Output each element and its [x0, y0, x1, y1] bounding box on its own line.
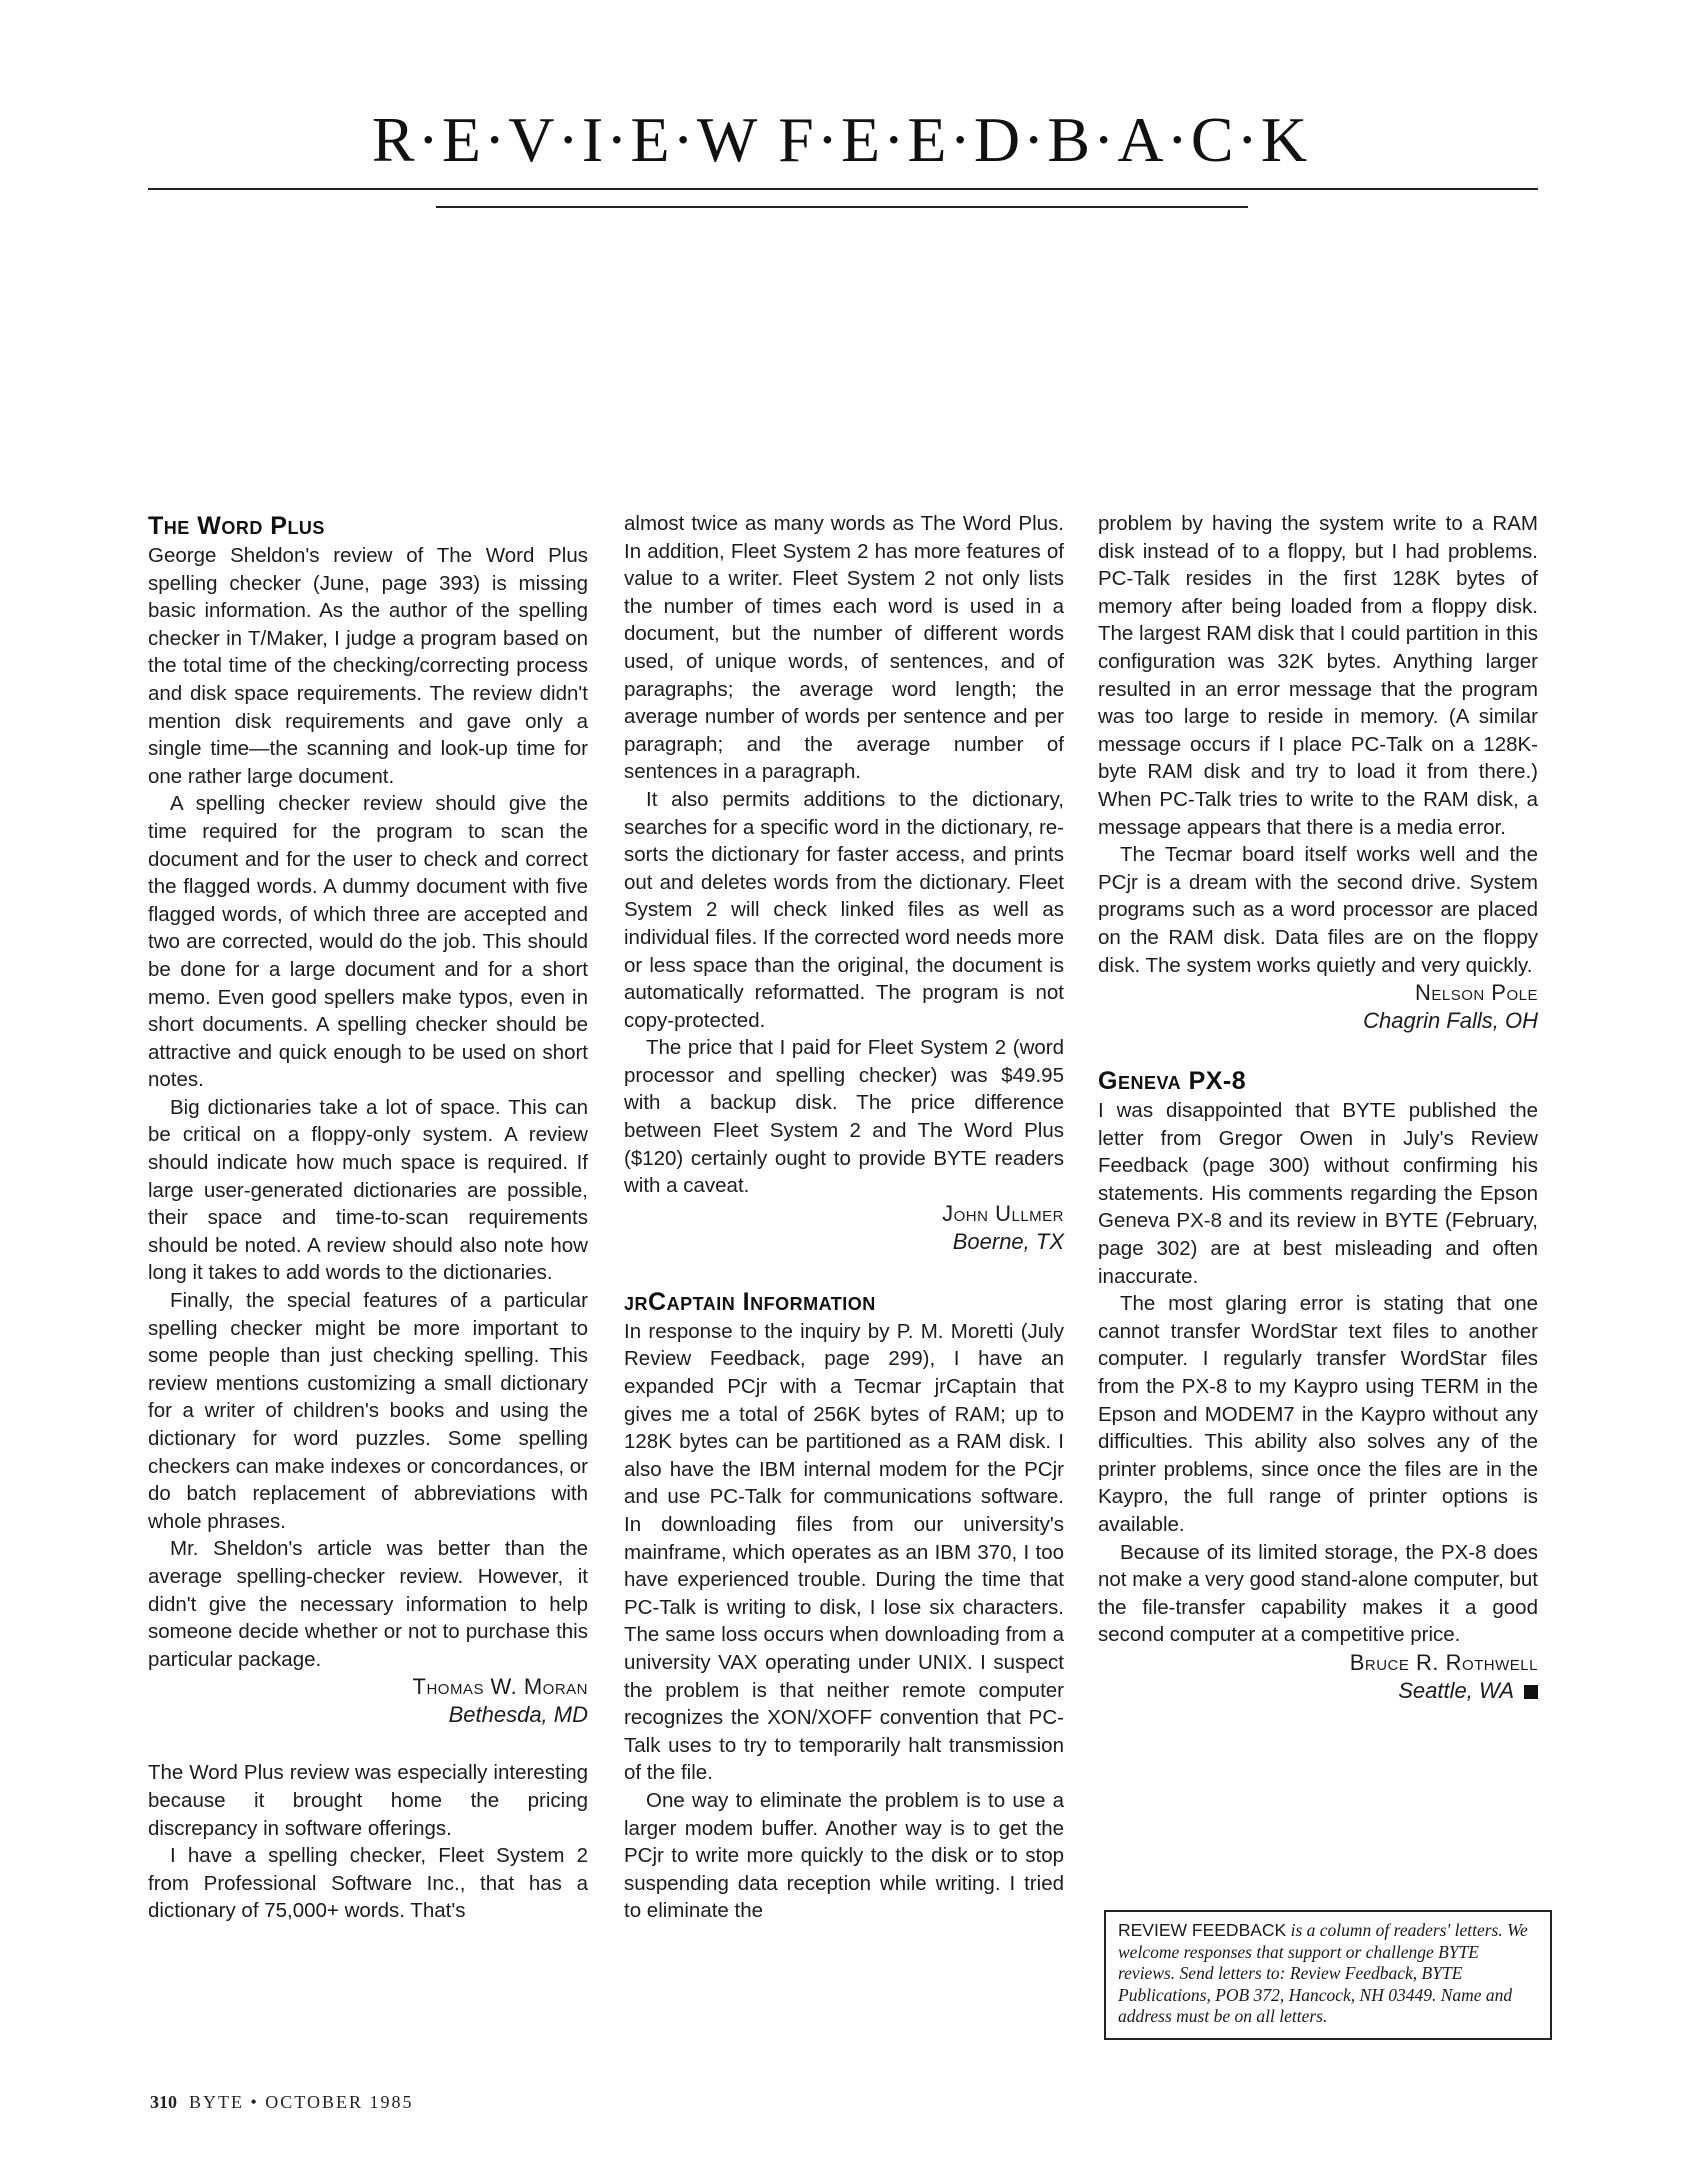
author-location — [1098, 1676, 1538, 1705]
author-name: Nelson Pole — [1414, 980, 1538, 1006]
letter-paragraph: A spelling checker review should give the time required for the program to scan the document and for the user to check and correct the flagged words. A dummy document with five flagged words, of which three are accepted and two are corrected, would do the job. This should be done for a large document and for a short memo. Even good spellers make typos, even in short documents. A spelling checker should be attractive and quick enough to be used on short notes. — [148, 792, 588, 1092]
author-location: Chagrin Falls, OH — [1363, 1008, 1538, 1034]
signature-moran — [148, 1673, 588, 1729]
letter-paragraph: In response to the inquiry by P. M. Moretti (July Review Feedback, page 299), I have an expanded PCjr with a Tecmar jrCaptain that gives me a total of 256K bytes of RAM; up to 128K bytes can be partitioned as a RAM disk. I also have the IBM internal modem for the PCjr and use PC-Talk for communications software. In downloading files from our university's mainframe, which operates as an IBM 370, I too have experienced trouble. During the time that PC-Talk is writing to disk, I lose six characters. The same loss occurs when downloading from a university VAX operating under UNIX. I suspect the problem is that neither remote computer recognizes the XON/XOFF convention that PC-Talk uses to try to temporarily halt transmission of the file. — [624, 1319, 1064, 1785]
author-name: Thomas W. Moran — [412, 1674, 588, 1700]
letter-paragraph: One way to eliminate the problem is to use a larger modem buffer. Another way is to get the PCjr to write more quickly to the disk or to stop suspending data reception while writing. I tried to eliminate the — [624, 1788, 1064, 1923]
column-2 — [624, 510, 1064, 1925]
info-box-text: is a column of readers' letters. We welcome responses that support or challenge BYTE reviews. Send letters to: Review Feedback, BYTE Publications, POB 372, Hancock, NH 03449. Name and address must be on all letters. — [1118, 1920, 1528, 2026]
author-location-text: Seattle, WA — [1398, 1677, 1514, 1703]
feedback-info-box — [1104, 1910, 1552, 2040]
letter-paragraph: The price that I paid for Fleet System 2 (word processor and spelling checker) was $49.95 with a backup disk. The price difference between Fleet System 2 and The Word Plus ($120) certainly ought to provide BYTE readers with a caveat. — [624, 1036, 1064, 1198]
section-heading-geneva: Geneva PX-8 — [1098, 1067, 1247, 1096]
author-location: Boerne, TX — [952, 1228, 1064, 1254]
section-heading-word-plus: The Word Plus — [148, 512, 325, 540]
footer-publication: BYTE • OCTOBER 1985 — [189, 2092, 414, 2112]
letter-paragraph: The Tecmar board itself works well and the PCjr is a dream with the second drive. System programs such as a word processor are placed on the RAM disk. Data files are on the floppy disk. The system works quietly and very quickly. — [1098, 843, 1538, 977]
letter-paragraph: Big dictionaries take a lot of space. This can be critical on a floppy-only system. A review should indicate how much space is required. If large user-generated dictionaries are possible, their space and time-to-scan requirements should be noted. A review should also note how long it takes to add words to the dictionaries. — [148, 1095, 588, 1285]
letter-paragraph: George Sheldon's review of The Word Plus spelling checker (June, page 393) is missing basic information. As the author of the spelling checker in T/Maker, I judge a program based on the total time of the checking/correcting process and disk space requirements. The review didn't mention disk requirements and gave only a single time—the scanning and look-up time for one rather large document. — [148, 544, 588, 788]
author-name: Bruce R. Rothwell — [1349, 1649, 1538, 1675]
letter-paragraph: I was disappointed that BYTE published the letter from Gregor Owen in July's Review Feedback (page 300) without confirming his statements. His comments regarding the Epson Geneva PX-8 and its review in BYTE (February, page 302) are at best misleading and often inaccurate. — [1098, 1099, 1538, 1288]
letter-paragraph: almost twice as many words as The Word Plus. In addition, Fleet System 2 has more features of value to a writer. Fleet System 2 not only lists the number of times each word is used in a document, but the number of different words used, of unique words, of sentences, and of paragraphs; the average word length; the average number of words per sentence and per paragraph; and the average number of sentences in a paragraph. — [624, 512, 1064, 784]
end-mark-icon — [1524, 1685, 1538, 1699]
title-rule — [148, 188, 1538, 190]
signature-pole — [1098, 979, 1538, 1035]
info-box-lead: REVIEW FEEDBACK — [1118, 1920, 1287, 1940]
page-footer — [150, 2092, 413, 2113]
letter-paragraph: The Word Plus review was especially interesting because it brought home the pricing discrepancy in software offerings. — [148, 1761, 588, 1840]
section-heading-jrcaptain: jrCaptain Information — [624, 1287, 876, 1316]
letter-paragraph: It also permits additions to the dictionary, searches for a specific word in the dictionary, re-sorts the dictionary for faster access, and prints out and deletes words from the dictionary. Fleet System 2 will check linked files as well as individual files. If the corrected word needs more or less space than the original, the document is automatically reformatted. The program is not copy-protected. — [624, 787, 1064, 1032]
letter-paragraph: problem by having the system write to a RAM disk instead of to a floppy, but I had problems. PC-Talk resides in the first 128K bytes of memory after being loaded from a floppy disk. The largest RAM disk that I could partition in this configuration was 32K bytes. Anything larger resulted in an error message that the program was too large to reside in memory. (A similar message occurs if I place PC-Talk on a 128K-byte RAM disk and try to load it from there.) When PC-Talk tries to write to the RAM disk, a message appears that there is a media error. — [1098, 512, 1538, 839]
letter-paragraph: I have a spelling checker, Fleet System 2 from Professional Software Inc., that has a dictionary of 75,000+ words. That's — [148, 1844, 588, 1923]
column-1 — [148, 510, 588, 1925]
title-subrule — [436, 206, 1248, 208]
author-location: Bethesda, MD — [448, 1702, 588, 1728]
page-title: R·E·V·I·E·W F·E·E·D·B·A·C·K — [371, 104, 1311, 175]
letter-paragraph: Because of its limited storage, the PX-8 does not make a very good stand-alone computer, but the file-transfer capability makes it a good second computer at a competitive price. — [1098, 1540, 1538, 1647]
column-3 — [1098, 510, 1538, 1705]
letter-paragraph: Finally, the special features of a particular spelling checker might be more important to some people than just checking spelling. This review mentions customizing a small dictionary for a writer of children's books and using the dictionary for word puzzles. Some spelling checkers can make indexes or concordances, or do batch replacement of abbreviations with whole phrases. — [148, 1289, 588, 1533]
letter-paragraph: The most glaring error is stating that one cannot transfer WordStar text files to another computer. I regularly transfer WordStar files from the PX-8 to my Kaypro using TERM in the Epson and MODEM7 in the Kaypro without any difficulties. This ability also solves any of the printer problems, since once the files are in the Kaypro, the full range of printer options is available. — [1098, 1292, 1538, 1536]
signature-rothwell — [1098, 1649, 1538, 1705]
signature-ullmer — [624, 1200, 1064, 1256]
page-number: 310 — [150, 2092, 177, 2112]
letter-paragraph: Mr. Sheldon's article was better than the average spelling-checker review. However, it didn't give the necessary information to help someone decide whether or not to purchase this particular package. — [148, 1537, 588, 1671]
author-name: John Ullmer — [942, 1200, 1064, 1226]
